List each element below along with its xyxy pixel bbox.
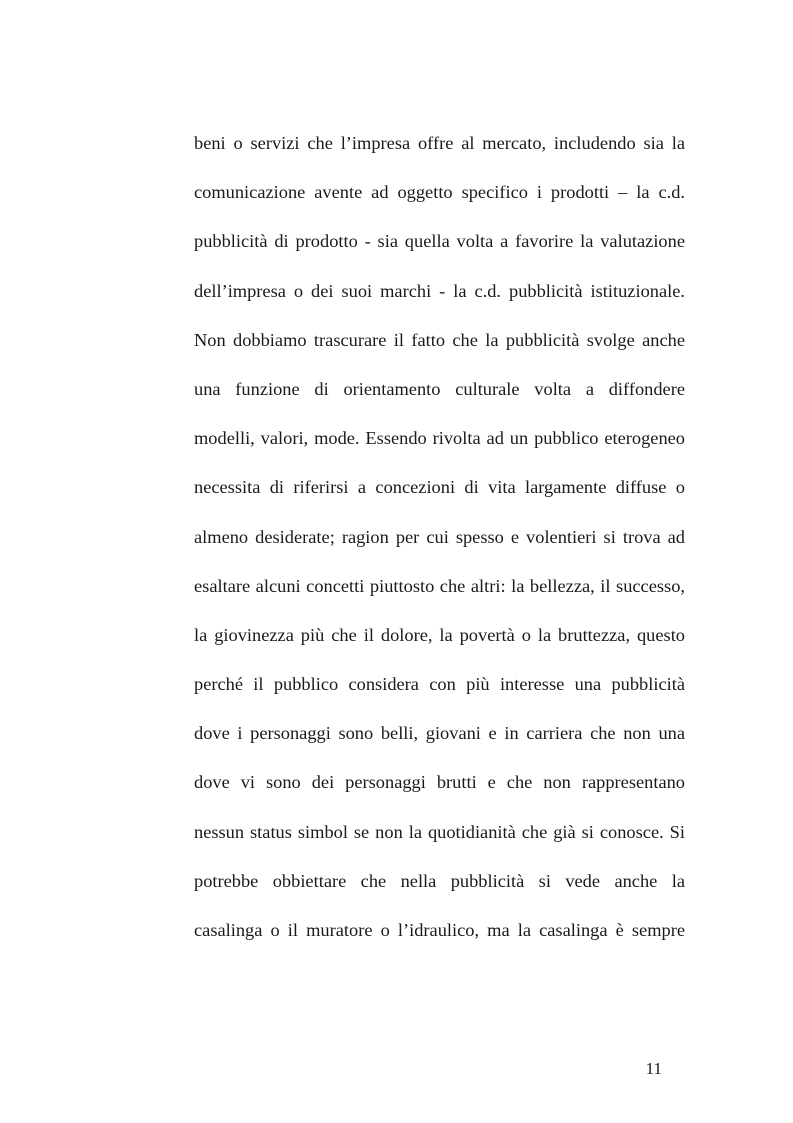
text-line: modelli, valori, mode. Essendo rivolta ad un pubblico eterogeneo [194, 428, 685, 449]
text-line: esaltare alcuni concetti piuttosto che altri: la bellezza, il successo, [194, 575, 685, 596]
text-line: casalinga o il muratore o l’idraulico, ma la casalinga è sempre [194, 920, 685, 940]
page-number: 11 [645, 1059, 662, 1078]
text-line: la giovinezza più che il dolore, la povertà o la bruttezza, questo [194, 624, 685, 645]
text-line: beni o servizi che l’impresa offre al mercato, includendo sia la [194, 133, 685, 153]
text-line: perché il pubblico considera con più interesse una pubblicità [194, 674, 685, 695]
text-line: Non dobbiamo trascurare il fatto che la pubblicità svolge anche [194, 329, 685, 350]
text-line: necessita di riferirsi a concezioni di vita largamente diffuse o [194, 477, 685, 498]
text-line: dove vi sono dei personaggi brutti e che non rappresentano [194, 772, 685, 793]
text-line: comunicazione avente ad oggetto specifico i prodotti – la c.d. [194, 182, 685, 203]
body-paragraph [194, 129, 685, 965]
text-line: una funzione di orientamento culturale volta a diffondere [194, 378, 685, 399]
text-line: dove i personaggi sono belli, giovani e in carriera che non una [194, 723, 685, 744]
text-line: potrebbe obbiettare che nella pubblicità si vede anche la [194, 870, 685, 891]
text-line: dell’impresa o dei suoi marchi - la c.d. pubblicità istituzionale. [194, 280, 685, 301]
text-line: nessun status simbol se non la quotidianità che già si conosce. Si [194, 821, 685, 842]
text-line: almeno desiderate; ragion per cui spesso e volentieri si trova ad [194, 526, 685, 547]
text-line: pubblicità di prodotto - sia quella volta a favorire la valutazione [194, 231, 685, 252]
